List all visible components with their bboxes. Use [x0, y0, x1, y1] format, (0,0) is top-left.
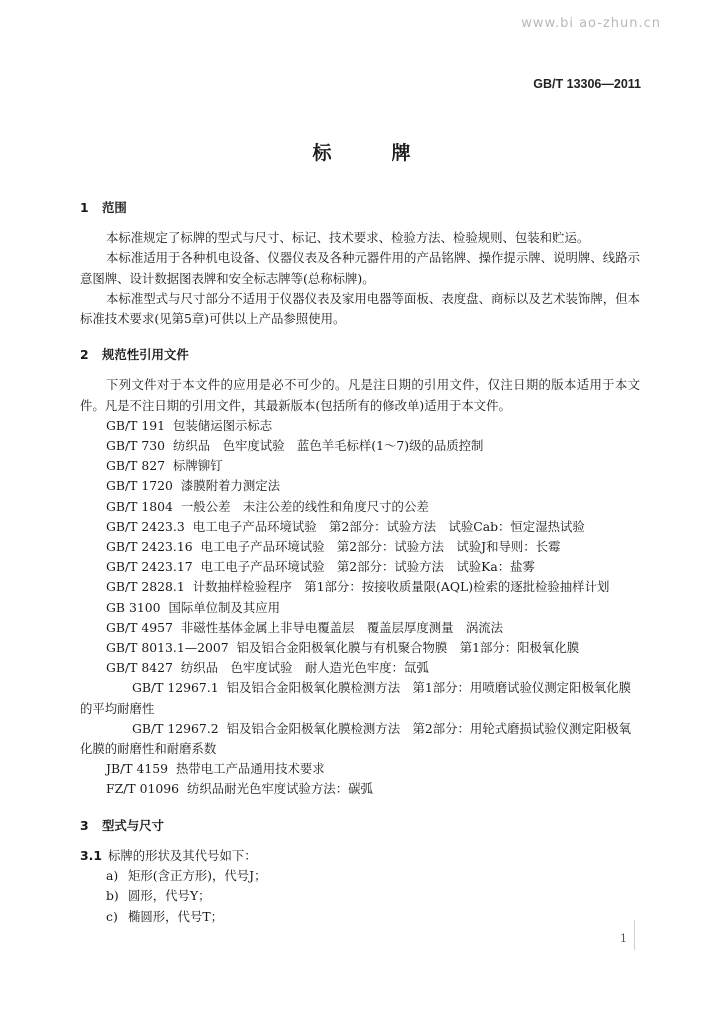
reference-item: [80, 416, 640, 436]
reference-item: [80, 759, 640, 779]
reference-item: [80, 658, 640, 678]
reference-title: 纺织品 色牢度试验 蓝色羊毛标样(1～7)级的品质控制: [173, 438, 484, 454]
reference-item: [80, 436, 640, 456]
page-title: [0, 138, 723, 165]
reference-title: 电工电子产品环境试验 第2部分：试验方法 试验Ka：盐雾: [200, 559, 535, 575]
reference-title: 包装储运图示标志: [173, 417, 273, 433]
reference-code: GB/T 4957: [106, 619, 173, 635]
reference-code: GB/T 2423.16: [106, 539, 193, 555]
paragraph: 下列文件对于本文件的应用是必不可少的。凡是注日期的引用文件，仅注日期的版本适用于本文件。凡是不注日期的引用文件，其最新版本(包括所有的修改单)适用于本文件。: [80, 377, 640, 413]
watermark: www.bi ao-zhun.cn: [521, 16, 661, 31]
reference-title: 热带电工产品通用技术要求: [175, 761, 325, 777]
list-text: 圆形，代号Y；: [128, 888, 211, 904]
subsection-number: 3.1: [80, 847, 102, 863]
reference-code: GB/T 2828.1: [106, 579, 185, 595]
section-3-heading: [80, 816, 640, 836]
subsection-3-1: [80, 846, 640, 866]
paragraph: 本标准型式与尺寸部分不适用于仪器仪表及家用电器等面板、表度盘、商标以及艺术装饰牌，但本标准技术要求(见第5章)可供以上产品参照使用。: [80, 290, 640, 327]
reference-code: GB/T 191: [106, 417, 166, 433]
section-number: 2: [80, 347, 89, 363]
standard-code: GB/T 13306—2011: [533, 77, 641, 91]
reference-title: 铝及铝合金阳极氧化膜检测方法 第2部分：用轮式磨损试验仪测定阳极氧化膜的耐磨性和耐磨系数: [80, 720, 632, 757]
reference-code: GB/T 2423.3: [106, 518, 185, 534]
reference-title: 纺织品耐光色牢度试验方法：碳弧: [187, 781, 373, 797]
list-item: [80, 886, 640, 906]
reference-code: GB/T 2423.17: [106, 559, 193, 575]
reference-item: [80, 719, 640, 759]
section-number: 3: [80, 817, 89, 833]
reference-item: [80, 577, 640, 597]
reference-title: 非磁性基体金属上非导电覆盖层 覆盖层厚度测量 涡流法: [180, 619, 504, 635]
reference-title: 标牌铆钉: [173, 458, 223, 474]
list-item: [80, 866, 640, 886]
reference-list: [80, 416, 640, 800]
reference-item: [80, 618, 640, 638]
reference-item: [80, 537, 640, 557]
title-char-1: 标: [312, 142, 332, 164]
list-marker: c): [106, 908, 118, 924]
section-title: 型式与尺寸: [102, 817, 164, 833]
section-number: 1: [80, 200, 89, 215]
reference-code: GB/T 8427: [106, 660, 173, 676]
section-2-heading: [80, 345, 640, 365]
reference-code: JB/T 4159: [106, 761, 168, 777]
reference-title: 国际单位制及其应用: [168, 599, 280, 615]
reference-code: GB/T 827: [106, 458, 166, 474]
reference-item: [80, 779, 640, 799]
reference-code: FZ/T 01096: [106, 781, 180, 797]
list-marker: a): [106, 868, 119, 884]
list-text: 椭圆形，代号T；: [128, 908, 223, 924]
section-1-heading: [80, 198, 640, 218]
list-marker: b): [106, 888, 119, 904]
reference-title: 计数抽样检验程序 第1部分：按接收质量限(AQL)检索的逐批检验抽样计划: [192, 579, 610, 595]
section-title: 范围: [102, 200, 127, 215]
list-item: [80, 907, 640, 927]
document-body: [80, 198, 640, 927]
reference-code: GB/T 1720: [106, 478, 173, 494]
reference-item: [80, 638, 640, 658]
title-char-2: 牌: [391, 142, 411, 164]
reference-item: [80, 497, 640, 517]
reference-code: GB/T 12967.2: [132, 720, 219, 736]
reference-item: [80, 598, 640, 618]
subsection-text: 标牌的形状及其代号如下：: [107, 847, 257, 863]
reference-title: 铝及铝合金阳极氧化膜与有机聚合物膜 第1部分：阳极氧化膜: [236, 640, 580, 656]
reference-title: 纺织品 色牢度试验 耐人造光色牢度：氙弧: [180, 660, 429, 676]
paragraph: 本标准适用于各种机电设备、仪器仪表及各种元器件用的产品铭牌、操作提示牌、说明牌、线路示意图牌、设计数据图表牌和安全标志牌等(总称标牌)。: [80, 250, 640, 286]
page-edge-line: [634, 920, 635, 950]
reference-title: 漆膜附着力测定法: [180, 478, 281, 494]
page-number: 1: [620, 932, 627, 945]
reference-item: [80, 557, 640, 577]
reference-code: GB/T 1804: [106, 498, 173, 514]
reference-title: 电工电子产品环境试验 第2部分：试验方法 试验Cab：恒定湿热试验: [192, 518, 585, 534]
reference-code: GB 3100: [106, 599, 161, 615]
section-title: 规范性引用文件: [102, 347, 189, 363]
reference-item: [80, 476, 640, 496]
reference-code: GB/T 8013.1—2007: [106, 640, 229, 656]
reference-item: [80, 456, 640, 476]
reference-title: 一般公差 未注公差的线性和角度尺寸的公差: [180, 498, 429, 514]
reference-code: GB/T 12967.1: [132, 680, 219, 696]
reference-title: 铝及铝合金阳极氧化膜检测方法 第1部分：用喷磨试验仪测定阳极氧化膜的平均耐磨性: [80, 680, 632, 716]
reference-title: 电工电子产品环境试验 第2部分：试验方法 试验J和导则：长霉: [200, 539, 561, 555]
reference-code: GB/T 730: [106, 438, 166, 454]
list-text: 矩形(含正方形)，代号J；: [128, 868, 267, 884]
reference-item: [80, 517, 640, 537]
paragraph: 本标准规定了标牌的型式与尺寸、标记、技术要求、检验方法、检验规则、包装和贮运。: [106, 230, 590, 246]
reference-item: [80, 678, 640, 718]
